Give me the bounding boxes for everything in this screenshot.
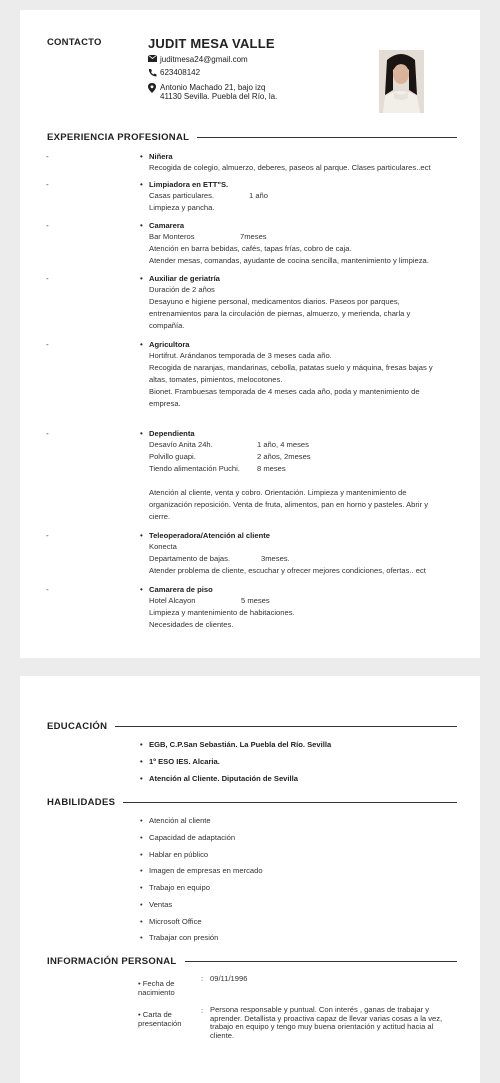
cv-page-1 [20,10,480,658]
skills-title: HABILIDADES [47,797,116,808]
job-duration: 8 meses [257,464,286,473]
job-title: Teleoperadora/Atención al cliente [149,531,270,540]
birth-date-value: 09/11/1996 [210,974,248,983]
job-title: Dependienta [149,429,195,438]
job-bullet: • [140,274,143,283]
location-pin-icon [148,83,160,95]
job-place: Desavío Anita 24h. [149,440,213,449]
job-body [149,350,454,410]
education-item: • EGB, C.P.San Sebastián. La Puebla del Río. Sevilla [140,740,332,749]
phone-text[interactable]: 623408142 [160,68,201,77]
job-line: altas, tomates, pimientos, melocotones. [149,375,283,384]
job-dash: - [46,585,49,594]
skill-item: • Ventas [140,900,173,909]
phone-icon [148,68,160,79]
job-bullet: • [140,429,143,438]
job-duration: 3meses. [261,554,290,563]
job-dash: - [46,180,49,189]
education-heading [47,721,457,732]
job-line: Konecta [149,542,177,551]
job-duration: 1 año [249,191,269,200]
experience-heading [47,132,457,143]
job-dash: - [46,152,49,161]
personal-title: INFORMACIÓN PERSONAL [47,956,177,967]
job-duration: 1 año, 4 meses [257,440,309,449]
job-place: Tiendo alimentación Puchi. [149,464,240,473]
address-line [148,83,277,101]
skill-item: • Trabajo en equipo [140,883,210,892]
job-body [149,190,454,214]
field-colon: : [201,974,204,983]
job-body [149,541,454,577]
job-line: Recogida de colegio, almuerzo, deberes, paseos al parque. Clases particulares..ect [149,163,431,172]
job-title: Camarera [149,221,185,230]
job-body [149,595,454,631]
job-dash: - [46,531,49,540]
job-duration: 2 años, 2meses [257,452,311,461]
job-line: Limpieza y mantenimiento de habitaciones. [149,608,295,617]
skill-item: • Hablar en público [140,850,209,859]
job-line: Atender mesas, comandas, ayudante de cocina sencilla, mantenimiento y limpieza. [149,256,429,265]
cover-letter-label: • Carta de presentación [138,1010,182,1028]
job-place: Hotel Alcayon [149,596,196,605]
job-title: Limpiadora en ETT"S. [149,180,229,189]
job-duration: 5 meses [241,596,270,605]
job-bullet: • [140,531,143,540]
address-line-1: Antonio Machado 21, bajo izq [160,83,266,92]
experience-title: EXPERIENCIA PROFESIONAL [47,132,190,143]
section-divider [115,726,457,727]
job-body [149,231,454,267]
job-dash: - [46,429,49,438]
job-bullet: • [140,152,143,161]
job-dash: - [46,340,49,349]
phone-line [148,68,200,79]
job-line: Bionet. Frambuesas temporada de 4 meses cada año, poda y mantenimiento de [149,387,420,396]
job-line: compañía. [149,321,185,330]
job-body [149,439,454,523]
education-title: EDUCACIÓN [47,721,108,732]
section-divider [197,137,457,138]
job-dash: - [46,221,49,230]
skill-item: • Capacidad de adaptación [140,833,236,842]
job-line: Desayuno e higiene personal, medicamentos diarios. Paseos por parques, [149,297,400,306]
job-title: Agricultora [149,340,190,349]
job-bullet: • [140,340,143,349]
section-divider [185,961,458,962]
skill-item: • Microsoft Office [140,917,202,926]
job-bullet: • [140,221,143,230]
contact-label: CONTACTO [47,37,102,48]
job-duration: 7meses [240,232,267,241]
job-line: Duración de 2 años [149,285,215,294]
skill-item: • Trabajar con presión [140,933,219,942]
job-line: cierre. [149,512,171,521]
cv-page-2 [20,676,480,1083]
personal-heading [47,956,457,967]
skill-item: • Atención al cliente [140,816,211,825]
job-dash: - [46,274,49,283]
job-place: Polvillo guapi. [149,452,196,461]
education-item: • Atención al Cliente. Diputación de Sevilla [140,774,298,783]
education-item: • 1º ESO IES. Alcaria. [140,757,220,766]
address-text [160,83,277,101]
address-line-2: 41130 Sevilla. Puebla del Río, la. [160,92,278,101]
job-title: Auxiliar de geriatría [149,274,220,283]
profile-photo [379,50,424,113]
job-line: Atención en barra bebidas, cafés, tapas frías, cobro de caja. [149,244,352,253]
job-line: Necesidades de clientes. [149,620,234,629]
job-line: Atender problema de cliente, escuchar y ofrecer mejores condiciones, ofertas.. ect [149,566,426,575]
job-place: Bar Monteros [149,232,195,241]
job-line: entrenamientos para la circulación de piernas, almuerzo, y merienda, charla y [149,309,411,318]
job-title: Niñera [149,152,173,161]
section-divider [123,802,457,803]
skills-heading [47,797,457,808]
job-place: Casas particulares. [149,191,214,200]
job-line: empresa. [149,399,181,408]
email-text[interactable]: juditmesa24@gmail.com [160,55,248,64]
job-line: organización reposición. Venta de fruta, alimentos, pan en horno y pasteles. Abrir y [149,500,429,509]
email-line [148,55,248,64]
job-body [149,162,454,174]
job-line: Limpieza y pancha. [149,203,215,212]
skill-item: • Imagen de empresas en mercado [140,866,263,875]
job-bullet: • [140,180,143,189]
job-line: Recogida de naranjas, mandarinas, cebolla, patatas suelo y máquina, fresas bajas y [149,363,433,372]
job-title: Camarera de piso [149,585,213,594]
cover-letter-value: Persona responsable y puntual. Con interés , ganas de trabajar y aprender. Detallista y proactiva capaz de llevar varias cosas a la vez, trabajo en equipo y tengo muy buena orientación y actitud hacia al cliente. [210,1005,443,1040]
birth-date-label: • Fecha de nacimiento [138,979,175,997]
job-place: Departamento de bajas. [149,554,231,563]
field-colon: : [201,1006,204,1015]
job-body [149,284,454,332]
job-line: Hortifrut. Arándanos temporada de 3 meses cada año. [149,351,332,360]
job-bullet: • [140,585,143,594]
full-name: JUDIT MESA VALLE [148,36,275,51]
job-line: Atención al cliente, venta y cobro. Orientación. Limpieza y mantenimiento de [149,488,407,497]
envelope-icon [148,55,160,64]
